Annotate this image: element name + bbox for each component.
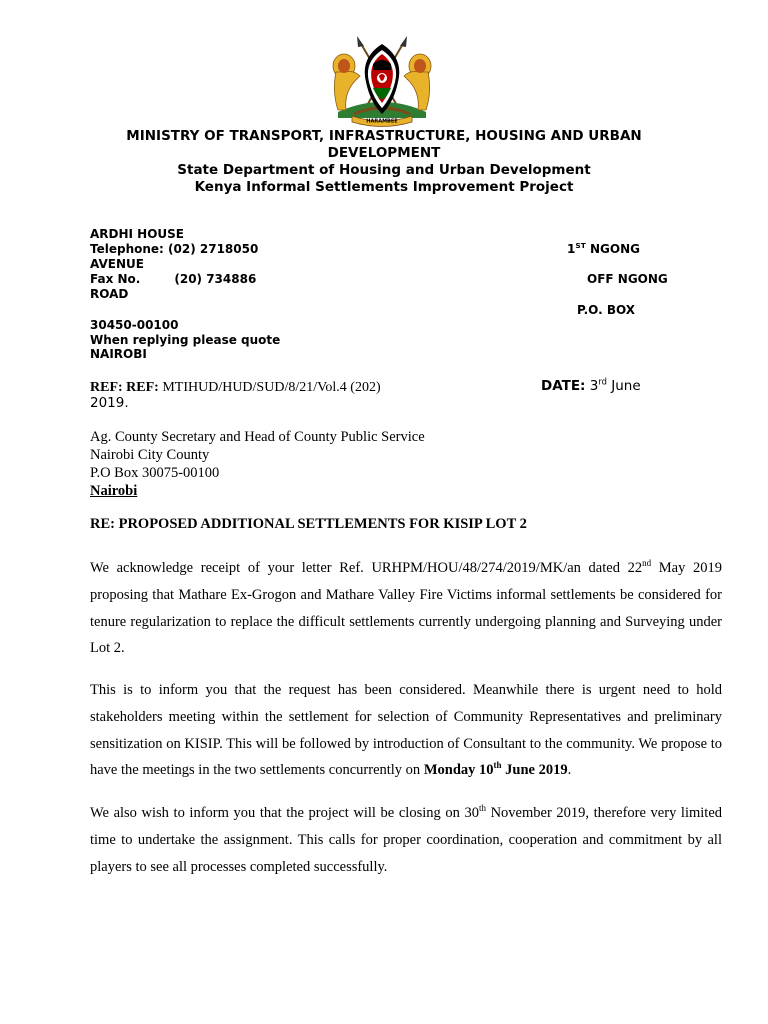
address-street-right: 1ST NGONG: [567, 241, 640, 256]
address-avenue: AVENUE: [90, 257, 144, 271]
address-reply-note: When replying please quote: [90, 333, 281, 347]
ministry-heading-continued: DEVELOPMENT: [327, 145, 441, 161]
ministry-heading: MINISTRY OF TRANSPORT, INFRASTRUCTURE, HOUSING AND URBAN: [126, 128, 642, 144]
project-heading: Kenya Informal Settlements Improvement Project: [194, 179, 574, 195]
address-postal-code: 30450-00100: [90, 318, 179, 332]
recipient-city: Nairobi: [90, 483, 138, 499]
address-fax: Fax No. (20) 734886: [90, 272, 257, 286]
date-line: DATE: 3rd June: [541, 376, 641, 394]
reference-line: REF: REF: MTIHUD/HUD/SUD/8/21/Vol.4 (202): [90, 380, 381, 395]
recipient-title: Ag. County Secretary and Head of County Public Service: [90, 429, 425, 445]
recipient-po-box: P.O Box 30075-00100: [90, 465, 220, 481]
address-off-ngong: OFF NGONG: [587, 272, 668, 286]
address-road: ROAD: [90, 287, 129, 301]
motto-text: HARAMBEE: [366, 118, 398, 125]
kenya-coat-of-arms-icon: [324, 32, 440, 128]
address-telephone: Telephone: (02) 2718050: [90, 242, 259, 256]
body-paragraph-1: We acknowledge receipt of your letter Ref. URHPM/HOU/48/274/2019/MK/an dated 22nd May 2019 proposing that Mathare Ex-Grogon and Mathare Valley Fire Victims informal settlements be considered for tenure regularization to replace the difficult settlements currently undergoing planning and Surveying under Lot 2.: [90, 558, 722, 657]
address-building: ARDHI HOUSE: [90, 227, 185, 241]
date-year: 2019.: [90, 395, 129, 411]
recipient-organization: Nairobi City County: [90, 447, 210, 463]
body-paragraph-2: This is to inform you that the request has been considered. Meanwhile there is urgent need to hold stakeholders meeting within the settlement for selection of Community Representatives and preliminary sensitization on KISIP. This will be followed by introduction of Consultant to the community. We propose to have the meetings in the two settlements concurrently on Monday 10th June 2019.: [90, 682, 722, 779]
address-city: NAIROBI: [90, 347, 147, 361]
subject-line: RE: PROPOSED ADDITIONAL SETTLEMENTS FOR KISIP LOT 2: [90, 516, 527, 532]
body-paragraph-3: We also wish to inform you that the project will be closing on 30th November 2019, therefore very limited time to undertake the assignment. This calls for proper coordination, cooperation and commitment by all players to see all processes completed successfully.: [90, 803, 723, 875]
address-po-box: P.O. BOX: [577, 303, 635, 317]
recipient-block: [90, 428, 425, 500]
state-department-heading: State Department of Housing and Urban Development: [177, 162, 591, 178]
